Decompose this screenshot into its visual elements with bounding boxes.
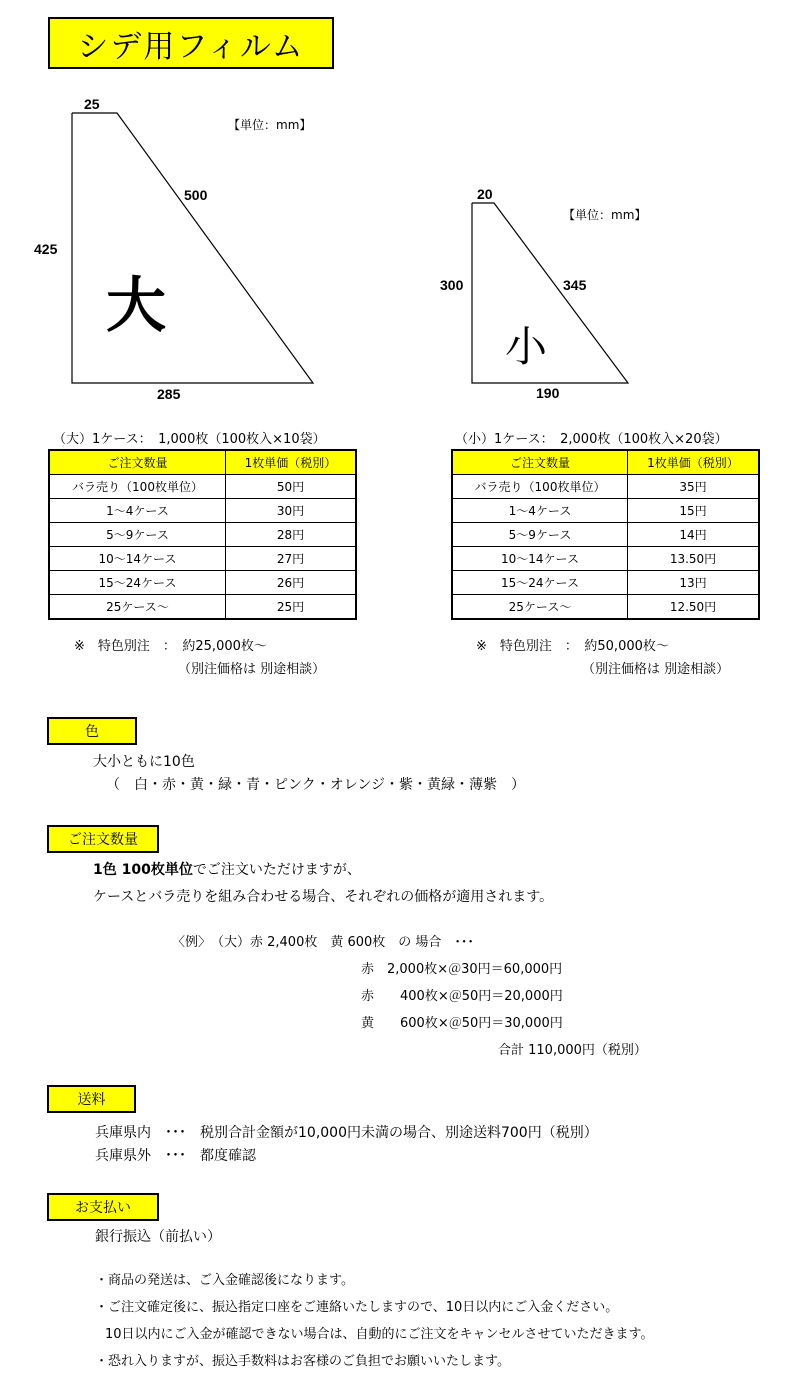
table-row: [49, 523, 356, 547]
price-cell: 13円: [628, 571, 760, 595]
table-row: [452, 499, 759, 523]
header-quantity: ご注文数量: [49, 450, 226, 475]
payment-note: ・恐れ入りますが、振込手数料はお客様のご負担でお願いいたします。: [95, 1354, 510, 1369]
small-special-note-sub: （別注価格は 別途相談）: [582, 662, 730, 677]
large-film-diagram: [0, 0, 800, 420]
header-quantity: ご注文数量: [452, 450, 628, 475]
table-row: [452, 475, 759, 499]
payment-note: 10日以内にご入金が確認できない場合は、自動的にご注文をキャンセルさせていただきます。: [92, 1327, 654, 1342]
price-cell: 12.50円: [628, 595, 760, 620]
quantity-cell: 15～24ケース: [49, 571, 226, 595]
large-hypotenuse: 500: [184, 187, 208, 203]
order-unit-emphasis: 1色 100枚単位: [93, 862, 193, 878]
small-top-width: 20: [477, 186, 493, 202]
section-label-payment: お支払い: [47, 1193, 159, 1221]
small-height: 300: [440, 277, 464, 293]
large-size-char: 大: [106, 271, 166, 341]
quantity-cell: 25ケース～: [452, 595, 628, 620]
price-cell: 30円: [226, 499, 357, 523]
order-line-1: [93, 859, 361, 879]
table-row: [49, 499, 356, 523]
table-row: [452, 571, 759, 595]
price-cell: 13.50円: [628, 547, 760, 571]
quantity-cell: 5～9ケース: [452, 523, 628, 547]
quantity-cell: 15～24ケース: [452, 571, 628, 595]
payment-note: ・ご注文確定後に、振込指定口座をご連絡いたしますので、10日以内にご入金ください。: [95, 1300, 619, 1315]
payment-note: ・商品の発送は、ご入金確認後になります。: [95, 1273, 354, 1288]
order-line-2: ケースとバラ売りを組み合わせる場合、それぞれの価格が適用されます。: [93, 889, 554, 905]
small-case-caption: （小）1ケース： 2,000枚（100枚入×20袋）: [455, 432, 728, 447]
quantity-cell: 1～4ケース: [452, 499, 628, 523]
colors-list: （ 白・赤・黄・緑・青・ピンク・オレンジ・紫・黄緑・薄紫 ）: [106, 777, 526, 793]
small-special-note: ※ 特色別注 ： 約50,000枚～: [476, 639, 669, 654]
section-label-order: ご注文数量: [47, 825, 159, 853]
large-height: 425: [34, 241, 58, 257]
large-top-width: 25: [84, 96, 100, 112]
large-price-table: [48, 449, 357, 620]
price-cell: 26円: [226, 571, 357, 595]
example-line: 赤 2,000枚×＠30円＝60,000円: [361, 962, 563, 977]
quantity-cell: 25ケース～: [49, 595, 226, 620]
table-row: [452, 595, 759, 620]
small-size-char: 小: [505, 322, 548, 371]
table-row: [452, 523, 759, 547]
price-cell: 50円: [226, 475, 357, 499]
large-case-caption: （大）1ケース： 1,000枚（100枚入×10袋）: [53, 432, 326, 447]
table-header-row: [49, 450, 356, 475]
header-unit-price: 1枚単価（税別）: [628, 450, 760, 475]
small-unit-label: 【単位：mm】: [563, 208, 647, 222]
example-header: 〈例〉 （大）赤 2,400枚 黄 600枚 の 場合 ･･･: [172, 935, 474, 950]
quantity-cell: バラ売り（100枚単位）: [49, 475, 226, 499]
example-total: 合計 110,000円（税別）: [498, 1043, 647, 1058]
table-row: [49, 571, 356, 595]
section-label-shipping: 送料: [47, 1085, 136, 1113]
large-special-note: ※ 特色別注 ： 約25,000枚～: [74, 639, 267, 654]
table-row: [452, 547, 759, 571]
example-line: 黄 600枚×＠50円＝30,000円: [361, 1016, 563, 1031]
large-unit-label: 【単位：mm】: [228, 118, 312, 132]
price-cell: 27円: [226, 547, 357, 571]
price-cell: 35円: [628, 475, 760, 499]
table-row: [49, 595, 356, 620]
colors-count: 大小ともに10色: [93, 754, 195, 770]
shipping-hyogo-outside: 兵庫県外 ･･･ 都度確認: [95, 1148, 256, 1164]
price-cell: 15円: [628, 499, 760, 523]
price-cell: 14円: [628, 523, 760, 547]
small-price-table: [451, 449, 760, 620]
table-row: [49, 547, 356, 571]
page-title: シデ用フィルム: [48, 17, 334, 69]
payment-method: 銀行振込（前払い）: [95, 1229, 221, 1245]
small-base: 190: [536, 385, 560, 401]
quantity-cell: 5～9ケース: [49, 523, 226, 547]
shipping-hyogo-inside: 兵庫県内 ･･･ 税別合計金額が10,000円未満の場合、別途送料700円（税別）: [95, 1125, 598, 1141]
large-special-note-sub: （別注価格は 別途相談）: [178, 662, 326, 677]
price-cell: 25円: [226, 595, 357, 620]
order-line-1-rest: でご注文いただけますが、: [192, 862, 361, 878]
small-hypotenuse: 345: [563, 277, 587, 293]
table-row: [49, 475, 356, 499]
section-label-colors: 色: [47, 717, 137, 745]
price-cell: 28円: [226, 523, 357, 547]
header-unit-price: 1枚単価（税別）: [226, 450, 357, 475]
example-line: 赤 400枚×＠50円＝20,000円: [361, 989, 563, 1004]
quantity-cell: 10～14ケース: [49, 547, 226, 571]
quantity-cell: バラ売り（100枚単位）: [452, 475, 628, 499]
large-base: 285: [157, 386, 181, 402]
quantity-cell: 10～14ケース: [452, 547, 628, 571]
table-header-row: [452, 450, 759, 475]
quantity-cell: 1～4ケース: [49, 499, 226, 523]
